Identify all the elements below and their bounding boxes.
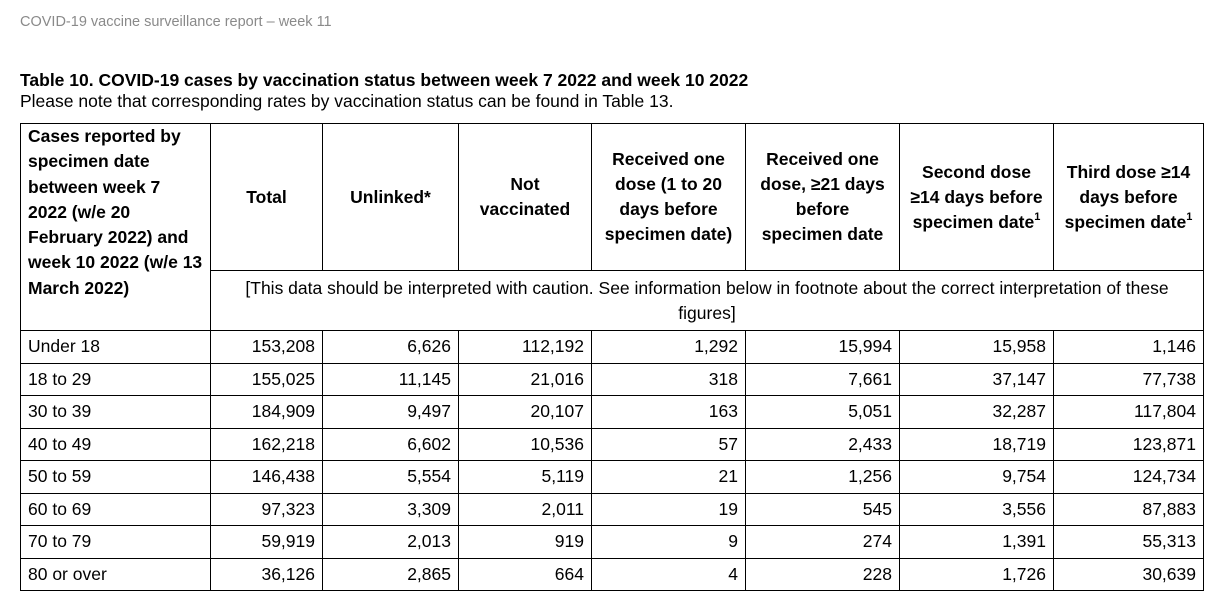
cell-total: 36,126 <box>211 558 323 591</box>
table-row <box>21 526 1204 559</box>
cell-unlinked: 6,626 <box>323 331 459 364</box>
cell-second-dose: 37,147 <box>900 363 1054 396</box>
cell-not-vaccinated: 664 <box>459 558 592 591</box>
cell-unlinked: 2,013 <box>323 526 459 559</box>
table-subtitle: Please note that corresponding rates by vaccination status can be found in Table 13. <box>20 91 674 111</box>
cell-second-dose: 9,754 <box>900 461 1054 494</box>
age-group-cell: 50 to 59 <box>21 461 211 494</box>
age-group-cell: 80 or over <box>21 558 211 591</box>
cell-unlinked: 9,497 <box>323 396 459 429</box>
footnote-marker: 1 <box>1186 210 1193 223</box>
cell-third-dose: 55,313 <box>1054 526 1204 559</box>
table-row <box>21 493 1204 526</box>
cell-third-dose: 87,883 <box>1054 493 1204 526</box>
cell-not-vaccinated: 112,192 <box>459 331 592 364</box>
cell-unlinked: 6,602 <box>323 428 459 461</box>
cell-one-dose-21-days: 274 <box>746 526 900 559</box>
cell-one-dose-21-days: 7,661 <box>746 363 900 396</box>
table-row <box>21 331 1204 364</box>
cell-not-vaccinated: 21,016 <box>459 363 592 396</box>
cell-total: 146,438 <box>211 461 323 494</box>
cell-second-dose: 18,719 <box>900 428 1054 461</box>
cell-one-dose-21-days: 545 <box>746 493 900 526</box>
cell-third-dose: 117,804 <box>1054 396 1204 429</box>
cell-one-dose-1-20-days: 1,292 <box>592 331 746 364</box>
cell-one-dose-21-days: 2,433 <box>746 428 900 461</box>
cell-second-dose: 15,958 <box>900 331 1054 364</box>
column-header-third-dose: Third dose ≥14 days before specimen date$^1$ <box>1054 124 1204 271</box>
age-group-cell: Under 18 <box>21 331 211 364</box>
caution-note: [This data should be interpreted with caution. See information below in footnote about the correct interpretation of these figures] <box>211 271 1204 331</box>
cell-one-dose-21-days: 1,256 <box>746 461 900 494</box>
table-row <box>21 363 1204 396</box>
column-header-second-dose: Second dose ≥14 days before specimen date$^1$ <box>900 124 1054 271</box>
column-header-one-dose-21-days: Received one dose, ≥21 days before specimen date <box>746 124 900 271</box>
cell-third-dose: 124,734 <box>1054 461 1204 494</box>
cell-one-dose-21-days: 15,994 <box>746 331 900 364</box>
cell-not-vaccinated: 2,011 <box>459 493 592 526</box>
table-row <box>21 396 1204 429</box>
cell-second-dose: 1,391 <box>900 526 1054 559</box>
column-header-unlinked: Unlinked* <box>323 124 459 271</box>
cell-total: 97,323 <box>211 493 323 526</box>
cell-not-vaccinated: 5,119 <box>459 461 592 494</box>
cell-unlinked: 11,145 <box>323 363 459 396</box>
cell-third-dose: 123,871 <box>1054 428 1204 461</box>
cell-one-dose-1-20-days: 9 <box>592 526 746 559</box>
cell-second-dose: 32,287 <box>900 396 1054 429</box>
cell-third-dose: 77,738 <box>1054 363 1204 396</box>
cell-one-dose-1-20-days: 4 <box>592 558 746 591</box>
age-group-cell: 70 to 79 <box>21 526 211 559</box>
cell-one-dose-1-20-days: 19 <box>592 493 746 526</box>
cell-one-dose-1-20-days: 57 <box>592 428 746 461</box>
age-group-cell: 40 to 49 <box>21 428 211 461</box>
age-group-cell: 30 to 39 <box>21 396 211 429</box>
cell-not-vaccinated: 20,107 <box>459 396 592 429</box>
cell-not-vaccinated: 10,536 <box>459 428 592 461</box>
cell-one-dose-1-20-days: 21 <box>592 461 746 494</box>
table-row <box>21 428 1204 461</box>
cell-unlinked: 3,309 <box>323 493 459 526</box>
cell-not-vaccinated: 919 <box>459 526 592 559</box>
table-caption <box>20 70 748 112</box>
cell-second-dose: 3,556 <box>900 493 1054 526</box>
column-header-not-vaccinated: Not vaccinated <box>459 124 592 271</box>
age-group-cell: 60 to 69 <box>21 493 211 526</box>
cell-one-dose-21-days: 5,051 <box>746 396 900 429</box>
cell-one-dose-21-days: 228 <box>746 558 900 591</box>
table-row <box>21 558 1204 591</box>
cell-unlinked: 5,554 <box>323 461 459 494</box>
cell-third-dose: 1,146 <box>1054 331 1204 364</box>
table-title: Table 10. COVID-19 cases by vaccination status between week 7 2022 and week 10 2022 <box>20 70 749 90</box>
report-header: COVID-19 vaccine surveillance report – week 11 <box>20 14 332 30</box>
column-header-total: Total <box>211 124 323 271</box>
cell-total: 155,025 <box>211 363 323 396</box>
age-group-cell: 18 to 29 <box>21 363 211 396</box>
column-header-one-dose-1-20-days: Received one dose (1 to 20 days before specimen date) <box>592 124 746 271</box>
footnote-marker: 1 <box>1034 210 1041 223</box>
cell-unlinked: 2,865 <box>323 558 459 591</box>
cell-total: 184,909 <box>211 396 323 429</box>
cell-second-dose: 1,726 <box>900 558 1054 591</box>
cell-one-dose-1-20-days: 163 <box>592 396 746 429</box>
vaccination-status-table <box>20 123 1204 591</box>
cell-total: 162,218 <box>211 428 323 461</box>
corner-header: Cases reported by specimen date between week 7 2022 (w/e 20 February 2022) and week 10 2022 (w/e 13 March 2022) <box>21 124 211 331</box>
table-row <box>21 461 1204 494</box>
cell-third-dose: 30,639 <box>1054 558 1204 591</box>
cell-total: 153,208 <box>211 331 323 364</box>
cell-one-dose-1-20-days: 318 <box>592 363 746 396</box>
cell-total: 59,919 <box>211 526 323 559</box>
